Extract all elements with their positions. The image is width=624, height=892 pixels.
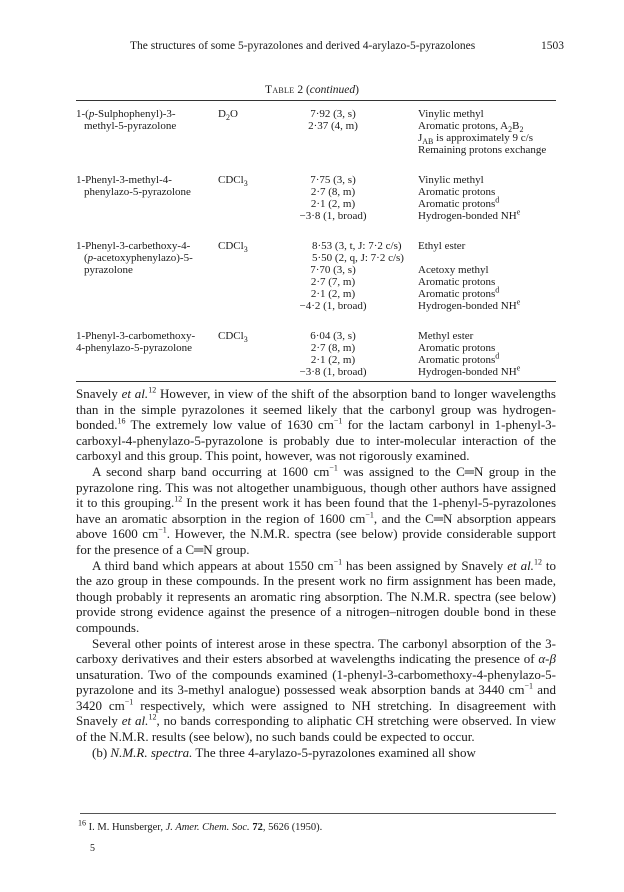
header-title: The structures of some 5-pyrazolones and derived 4-arylazo-5-pyrazolones [130,40,476,52]
footnote-rule [80,813,556,814]
assignment: Aromatic protons [418,186,496,198]
assignment: Vinylic methyl [418,174,484,186]
body-text [76,386,556,760]
assignment: Aromatic protons$^d$ [418,351,500,366]
footnote: $^{16}$ I. M. Hunsberger, J. Amer. Chem. Soc. 72, 5626 (1950). [78,818,323,833]
chemical-shift: 2·7 (8, m) [310,342,356,354]
chemical-shift: 7·70 (3, s) [310,264,356,276]
compound-name: 1-Phenyl-3-carbethoxy-4- [76,240,191,252]
paragraph: Several other points of interest arose in these spectra. The carbonyl absorption of the 3-carboxy derivatives and their esters absorbed at wavelengths indicating the presence of α-β unsaturation. Two of the compounds examined (1-phenyl-3-carbomethoxy-4-phenylazo-5-pyrazolone and its 3-methyl analogue) possessed weak absorption bands at 3440 $cm^{-1}$ and 3420 $cm^{-1}$ respectively, which were assigned to NH stretching. In disagreement with Snavely et al.$^{12}$, no bands corresponding to aliphatic CH stretching were observed. In view of the N.M.R. results (see below), no such bands could be expected to occur. [76,635,556,745]
chemical-shift: 6·04 (3, s) [310,330,356,342]
chemical-shift: 5·50 (2, q, J: 7·2 c/s) [312,252,404,264]
compound-name: methyl-5-pyrazolone [84,120,177,132]
compound-name: phenylazo-5-pyrazolone [84,186,191,198]
compound-name: (p-acetoxyphenylazo)-5- [84,252,193,264]
chemical-shift: 7·92 (3, s) [310,108,356,120]
table-bottom-rule [76,381,556,382]
solvent: CDCl$_3$ [218,330,248,345]
assignment: Aromatic protons, $A_2B_2$ [418,120,524,135]
chemical-shift: −3·8 (1, broad) [299,210,367,222]
compound-name: pyrazolone [84,264,133,276]
table-caption: Table 2 (continued) [265,84,359,96]
compound-name: 4-phenylazo-5-pyrazolone [76,342,193,354]
page-number: 1503 [541,40,564,52]
assignment: Aromatic protons$^d$ [418,285,500,300]
assignment: Hydrogen-bonded $NH^e$ [418,297,521,312]
assignment: Vinylic methyl [418,108,484,120]
paragraph: Snavely et al.$^{12}$ However, in view of the shift of the absorption band to longer wavelengths than in the simple pyrazolones it seemed likely that the carbonyl group was hydrogen-bonded.$^{16}$ The extremely low value of 1630 $cm^{-1}$ for the lactam carbonyl in 1-phenyl-3-carboxyl-4-phenylazo-5-pyrazolone is probably due to inter-molecular interaction of the carboxyl and this group. This point, however, was not rigorously examined. [76,385,556,464]
compound-name: 1-Phenyl-3-methyl-4- [76,174,172,186]
assignment: Aromatic protons [418,276,496,288]
paragraph: A third band which appears at about 1550 $cm^{-1}$ has been assigned by Snavely et al.$^{12}$ to the azo group in these compounds. In the present work no firm assignment has been made, though probably it represents an aromatic ring absorption. The N.M.R. spectra (see below) provide strong evidence against the presence of a nitrogen–nitrogen double bond in these compounds. [76,557,556,635]
assignment: Remaining protons exchange [418,144,547,156]
chemical-shift: 8·53 (3, t, J: 7·2 c/s) [312,240,402,252]
chemical-shift: 2·1 (2, m) [310,354,356,366]
chemical-shift: 2·7 (7, m) [310,276,356,288]
paragraph: (b) N.M.R. spectra. The three 4-arylazo-5-pyrazolones examined all show [92,744,476,760]
assignment: Hydrogen-bonded $NH^e$ [418,363,521,378]
page-mark: 5 [90,843,95,854]
chemical-shift: 2·37 (4, m) [308,120,358,132]
chemical-shift: −4·2 (1, broad) [299,300,367,312]
solvent: CDCl$_3$ [218,240,248,255]
assignment: Methyl ester [418,330,474,342]
assignment: $J_{AB}$ is approximately 9 c/s [418,132,533,147]
assignment: Hydrogen-bonded $NH^e$ [418,207,521,222]
chemical-shift: 7·75 (3, s) [310,174,356,186]
chemical-shift: 2·7 (8, m) [310,186,356,198]
chemical-shift: −3·8 (1, broad) [299,366,367,378]
running-header [92,40,564,56]
solvent: CDCl$_3$ [218,174,248,189]
table-top-rule [76,100,556,101]
chemical-shift: 2·1 (2, m) [310,288,356,300]
assignment: Aromatic protons [418,342,496,354]
assignment: Ethyl ester [418,240,466,252]
compound-name: 1-(p-Sulphophenyl)-3- [76,108,176,120]
solvent: $D_2O$ [218,108,238,123]
paragraph: A second sharp band occurring at 1600 $cm^{-1}$ was assigned to the C═N group in the pyrazolone ring. This was not altogether unambiguous, though other authors have assigned it to this grouping.$^{12}$ In the present work it has been found that the 1-phenyl-5-pyrazolones have an aromatic absorption in the region of 1600 $cm^{-1}$, and the C═N absorption appears above 1600 $cm^{-1}$. However, the N.M.R. spectra (see below) provide considerable support for the presence of a C═N group. [76,463,557,557]
compound-name: 1-Phenyl-3-carbomethoxy- [76,330,196,342]
assignment: Aromatic protons$^d$ [418,195,500,210]
assignment: Acetoxy methyl [418,264,489,276]
chemical-shift: 2·1 (2, m) [310,198,356,210]
